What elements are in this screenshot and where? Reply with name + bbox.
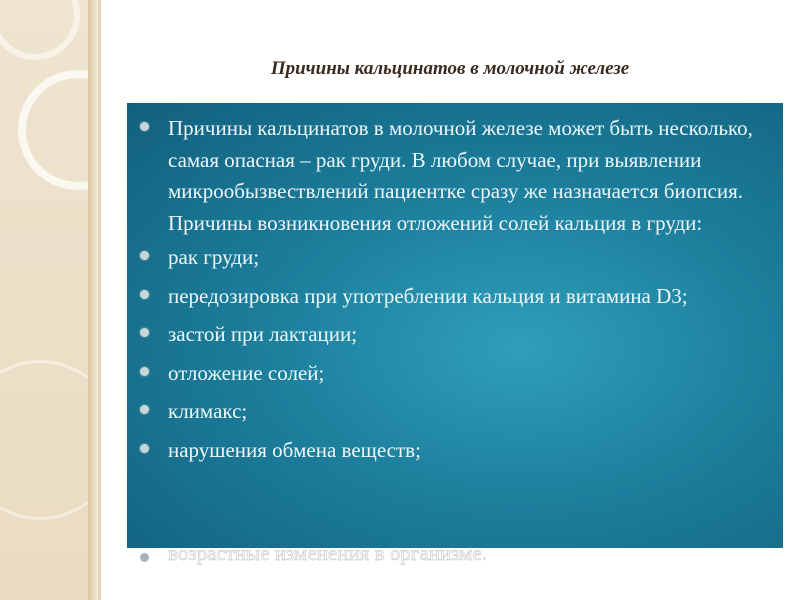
decorative-stripe (88, 0, 98, 600)
bullet-icon (140, 367, 149, 376)
list-item-text: передозировка при употреблении кальция и витамина D3; (168, 283, 688, 308)
overflow-list-item (140, 548, 770, 572)
list-item-text: нарушения обмена веществ; (168, 437, 421, 462)
list-item (140, 435, 770, 467)
list-item-text: отложение солей; (168, 360, 325, 385)
bullet-icon (140, 290, 149, 299)
list-item-text: возрастные изменения в организме. (168, 548, 488, 565)
decorative-stripe (98, 0, 101, 600)
bullet-list (140, 113, 770, 473)
decorative-ring (0, 0, 80, 60)
list-item (140, 319, 770, 351)
list-item (140, 358, 770, 390)
list-item (140, 281, 770, 313)
list-item (140, 396, 770, 428)
decorative-ring (18, 70, 88, 190)
bullet-icon (140, 444, 149, 453)
bullet-icon (140, 251, 149, 260)
list-item-text: Причины кальцинатов в молочной железе может быть несколько, самая опасная – рак груди. В любом случае, при выявлении микрообызвествлений пациентке сразу же назначается биопсия. Причины возникновения отложений солей кальция в груди: (168, 116, 753, 235)
list-item (140, 113, 770, 239)
decorative-left-strip (0, 0, 88, 600)
bullet-icon (140, 553, 149, 562)
bullet-icon (140, 122, 149, 131)
list-item-text: застой при лактации; (168, 322, 358, 346)
bullet-icon (140, 328, 149, 337)
list-item-text: рак груди; (168, 245, 260, 269)
slide-title: Причины кальцинатов в молочной железе (270, 58, 630, 79)
decorative-ring (0, 360, 88, 520)
list-item-text: климакс; (168, 399, 248, 423)
list-item (140, 242, 770, 274)
bullet-icon (140, 405, 149, 414)
